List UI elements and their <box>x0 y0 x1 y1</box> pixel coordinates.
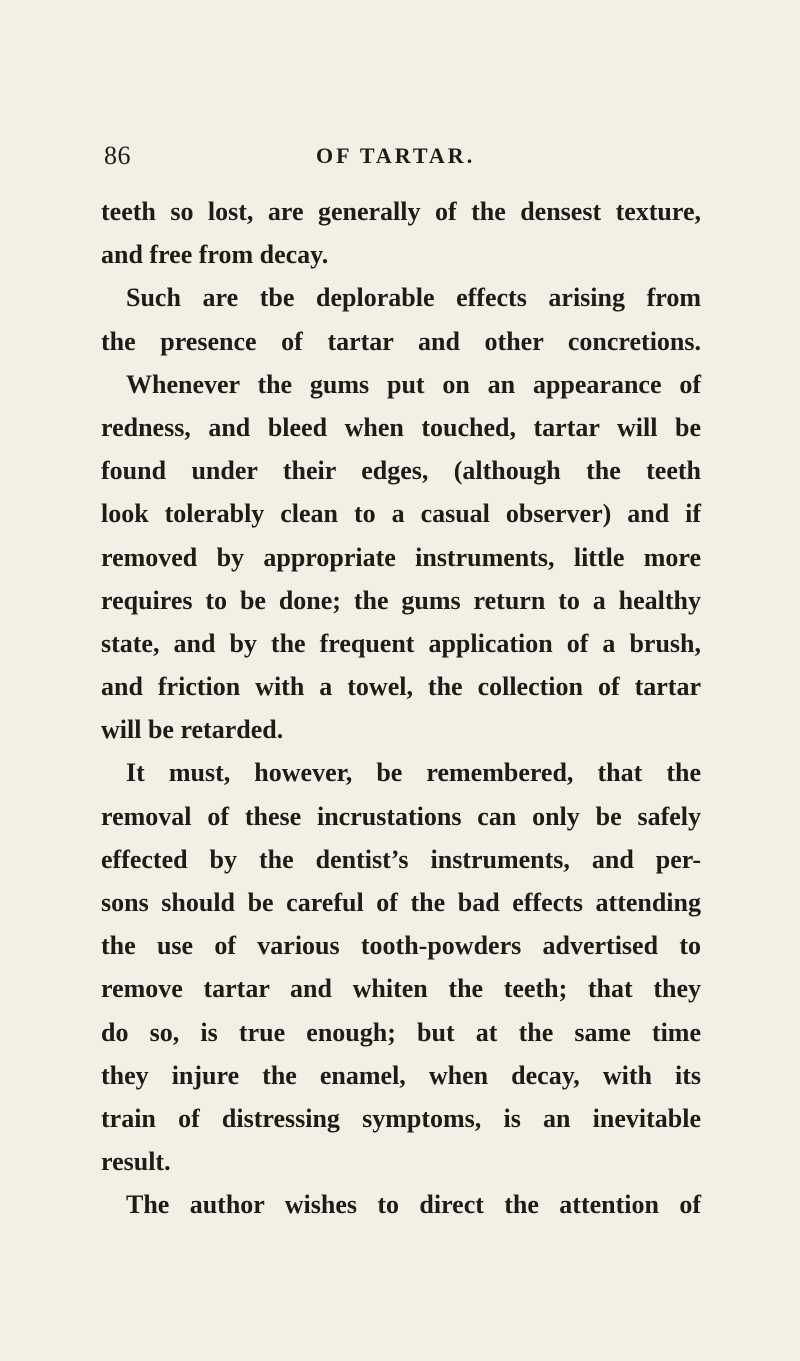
text-line: Whenever the gums put on an appearance of <box>126 369 701 399</box>
text-line: effected by the dentist’s instruments, and per- <box>101 844 701 874</box>
running-head <box>0 136 800 176</box>
text-line: remove tartar and whiten the teeth; that they <box>101 974 701 1004</box>
text-line: result. <box>101 1147 171 1177</box>
text-line: will be retarded. <box>101 715 284 745</box>
body-text <box>101 190 701 1227</box>
text-line: teeth so lost, are generally of the densest texture, <box>101 197 701 226</box>
text-line: redness, and bleed when touched, tartar will be <box>101 412 701 442</box>
text-line: removal of these incrustations can only be safely <box>101 801 701 831</box>
text-line: they injure the enamel, when decay, with its <box>101 1060 701 1090</box>
text-line: and friction with a towel, the collection of tartar <box>101 672 701 702</box>
text-line: removed by appropriate instruments, little more <box>101 542 701 572</box>
text-line: the use of various tooth-powders advertised to <box>101 931 701 961</box>
text-line: look tolerably clean to a casual observer) and if <box>101 499 701 529</box>
text-line: requires to be done; the gums return to a healthy <box>101 585 701 615</box>
text-line: and free from decay. <box>101 240 329 270</box>
text-line: The author wishes to direct the attention of <box>126 1190 701 1220</box>
text-line: It must, however, be remembered, that the <box>126 758 701 788</box>
text-line: do so, is true enough; but at the same time <box>101 1017 701 1047</box>
page-number: 86 <box>104 141 131 170</box>
text-line: the presence of tartar and other concretions. <box>101 326 701 356</box>
text-line: train of distressing symptoms, is an inevitable <box>101 1103 701 1133</box>
text-line: found under their edges, (although the teeth <box>101 456 701 486</box>
running-title: OF TARTAR. <box>316 143 476 168</box>
text-line: sons should be careful of the bad effects attending <box>101 888 701 917</box>
text-line: Such are tbe deplorable effects arising from <box>126 283 701 313</box>
text-line: state, and by the frequent application of a brush, <box>101 628 701 658</box>
